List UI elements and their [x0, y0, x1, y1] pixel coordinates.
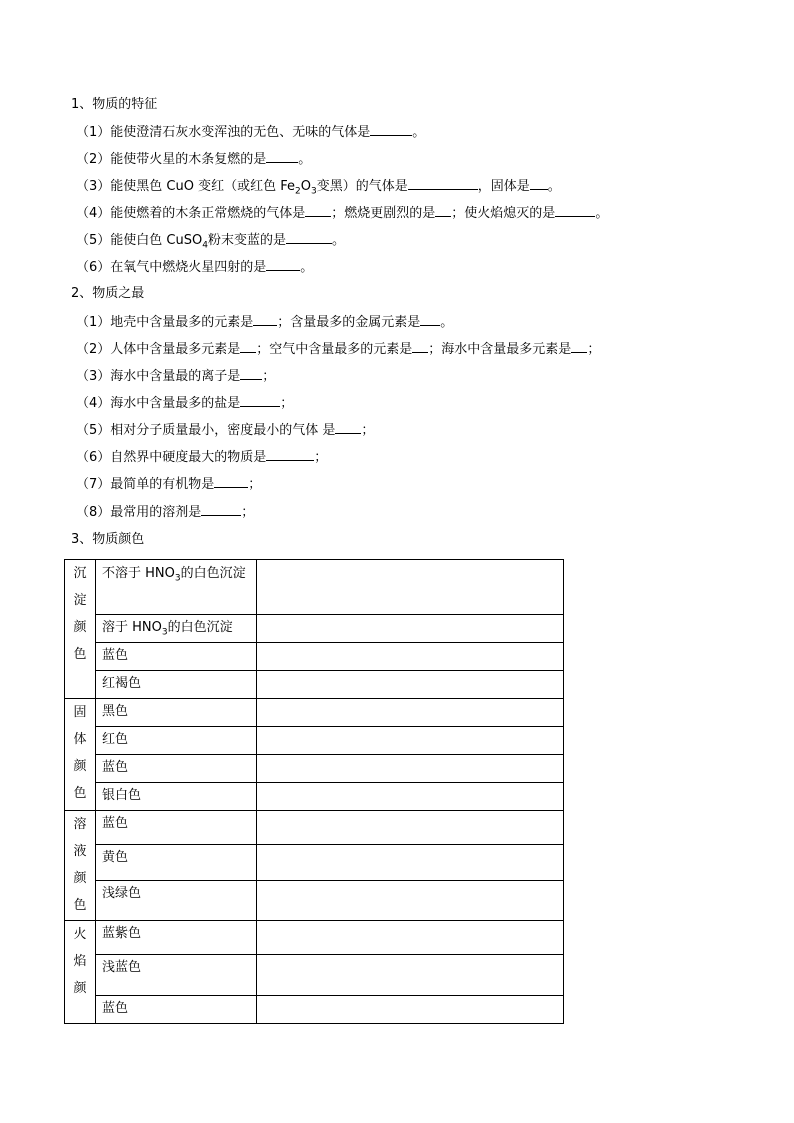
section-1-heading: 1、物质的特征 [71, 97, 158, 112]
question-1-4: （4）能使燃着的木条正常燃烧的气体是 ；燃烧更剧烈的是 ；使火焰熄灭的是 。 [76, 206, 609, 221]
answer-blank[interactable] [555, 204, 595, 217]
category-precipitate: 沉 淀 颜 色 [65, 560, 96, 699]
color-label: 红色 [96, 727, 257, 755]
answer-cell[interactable] [257, 881, 564, 921]
question-1-6: （6）在氧气中燃烧火星四射的是 。 [76, 260, 314, 275]
question-2-7: （7）最简单的有机物是 ； [76, 477, 262, 492]
color-label: 浅蓝色 [96, 955, 257, 996]
answer-blank[interactable] [266, 448, 314, 461]
answer-cell[interactable] [257, 755, 564, 783]
color-label: 蓝紫色 [96, 921, 257, 955]
answer-cell[interactable] [257, 955, 564, 996]
question-2-3: （3）海水中含量最的离子是 ； [76, 369, 276, 384]
question-2-4: （4）海水中含量最多的盐是 ； [76, 396, 294, 411]
answer-blank[interactable] [571, 340, 587, 353]
answer-cell[interactable] [257, 699, 564, 727]
question-1-2: （2）能使带火星的木条复燃的是 。 [76, 152, 312, 167]
category-flame: 火 焰 颜 [65, 921, 96, 1024]
color-label: 蓝色 [96, 643, 257, 671]
question-2-2: （2）人体中含量最多元素是 ；空气中含量最多的元素是 ；海水中含量最多元素是 ； [76, 342, 601, 357]
answer-cell[interactable] [257, 996, 564, 1024]
answer-cell[interactable] [257, 671, 564, 699]
color-label: 蓝色 [96, 755, 257, 783]
answer-blank[interactable] [412, 340, 428, 353]
color-label: 红褐色 [96, 671, 257, 699]
question-2-8: （8）最常用的溶剂是 ； [76, 505, 255, 520]
answer-cell[interactable] [257, 811, 564, 845]
answer-cell[interactable] [257, 615, 564, 643]
question-2-5: （5）相对分子质量最小，密度最小的气体 是 ； [76, 423, 375, 438]
answer-blank[interactable] [201, 503, 241, 516]
answer-blank[interactable] [420, 313, 440, 326]
answer-blank[interactable] [286, 231, 332, 244]
category-solid: 固 体 颜 色 [65, 699, 96, 811]
color-label: 黄色 [96, 845, 257, 881]
color-label: 银白色 [96, 783, 257, 811]
answer-blank[interactable] [240, 367, 262, 380]
color-table [64, 559, 564, 1024]
answer-blank[interactable] [408, 177, 478, 190]
color-label: 蓝色 [96, 996, 257, 1024]
color-label: 浅绿色 [96, 881, 257, 921]
answer-blank[interactable] [253, 313, 277, 326]
answer-blank[interactable] [530, 177, 548, 190]
question-2-6: （6）自然界中硬度最大的物质是 ； [76, 450, 328, 465]
section-2-heading: 2、物质之最 [71, 286, 145, 301]
answer-cell[interactable] [257, 921, 564, 955]
answer-blank[interactable] [240, 340, 256, 353]
answer-blank[interactable] [214, 475, 248, 488]
answer-blank[interactable] [435, 204, 451, 217]
answer-cell[interactable] [257, 643, 564, 671]
question-1-1: （1）能使澄清石灰水变浑浊的无色、无味的气体是 。 [76, 125, 426, 140]
answer-blank[interactable] [266, 258, 300, 271]
answer-blank[interactable] [305, 204, 331, 217]
answer-cell[interactable] [257, 560, 564, 615]
color-label: 黑色 [96, 699, 257, 727]
color-label: 溶于 $HNO_3$的白色沉淀 [96, 615, 257, 643]
category-solution: 溶 液 颜 色 [65, 811, 96, 921]
color-label: 不溶于 $HNO_3$的白色沉淀 [96, 560, 257, 615]
answer-blank[interactable] [335, 421, 361, 434]
answer-blank[interactable] [266, 150, 298, 163]
answer-cell[interactable] [257, 783, 564, 811]
color-label: 蓝色 [96, 811, 257, 845]
answer-blank[interactable] [240, 394, 280, 407]
answer-blank[interactable] [370, 123, 412, 136]
answer-cell[interactable] [257, 727, 564, 755]
question-1-5: （5）能使白色 CuSO$_4$粉末变蓝的是 。 [76, 233, 345, 251]
question-2-1: （1）地壳中含量最多的元素是 ；含量最多的金属元素是 。 [76, 315, 454, 330]
answer-cell[interactable] [257, 845, 564, 881]
section-3-heading: 3、物质颜色 [71, 532, 145, 547]
question-1-3: （3）能使黑色 CuO 变红（或红色 $Fe_2O_3$变黑）的气体是 ，固体是 。 [76, 179, 561, 197]
